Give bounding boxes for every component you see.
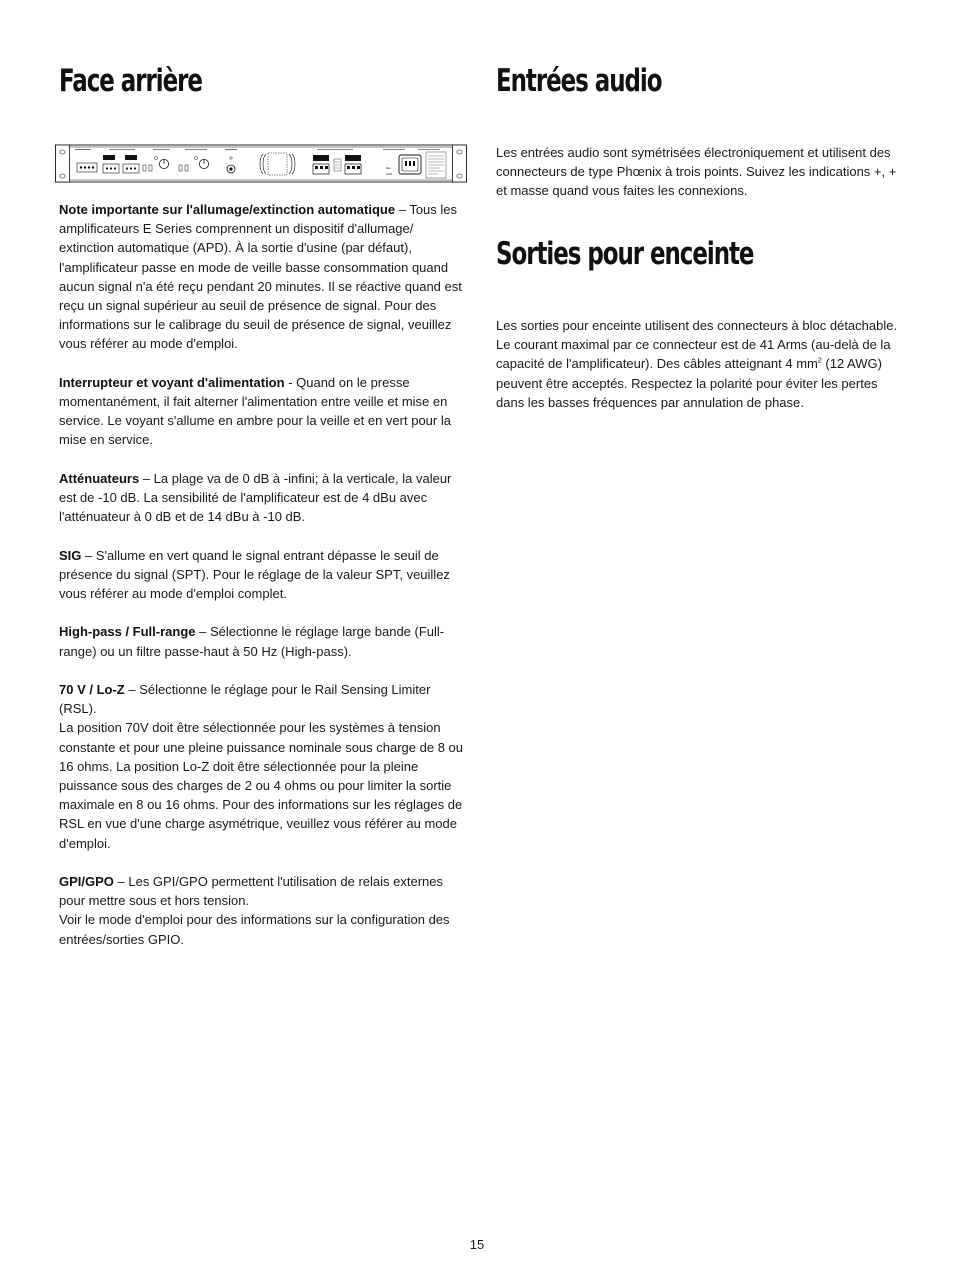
paragraph-label: Note importante sur l'allumage/extinction automatique [59, 202, 396, 217]
audio-inputs-title: Entrées audio [496, 63, 662, 99]
paragraph-label: Atténuateurs [59, 470, 140, 486]
speaker-outputs-text-block [496, 316, 904, 431]
paragraph-label: 70 V / Lo-Z [59, 682, 125, 697]
paragraph-text: – Tous les amplificateurs E Series comprennent un dispositif d'allumage/ extinction automatique (APD). À la sortie d'usine (par défaut), l'amplificateur passe en mode de veille basse consommation quand aucun signal n'a été reçu pendant 20 minutes. Il se réactive quand est reçu un signal supérieur au seuil de présence de signal. Pour des informations sur le calibrage du seuil de présence de signal, veuillez vous référer au mode d'emploi. [59, 202, 462, 352]
svg-text:Rev.: Rev. [386, 167, 392, 170]
paragraph-label: Interrupteur et voyant d'alimentation [59, 374, 285, 390]
page-number: 15 [469, 1237, 485, 1252]
paragraph-label: SIG [59, 547, 82, 563]
speaker-outputs-text-line1: Les sorties pour enceinte utilisent des connecteurs à bloc détachable. [496, 318, 898, 333]
speaker-outputs-text-line2b: (12 AWG) peuvent être acceptés. Respectez la polarité pour éviter les pertes dans les basses fréquences par annulation de phase. [496, 356, 882, 410]
paragraph-text: – S'allume en vert quand le signal entrant dépasse le seuil de présence du signal (SPT). Pour le réglage de la valeur SPT, veuillez vous référer au mode d'emploi complet. [59, 547, 450, 602]
paragraph-label: GPI/GPO [59, 874, 114, 890]
paragraph-70v-loz [59, 680, 464, 853]
svg-text:Volts: Volts [386, 173, 393, 176]
paragraph-sig [59, 546, 464, 604]
speaker-outputs-text [496, 316, 904, 412]
paragraph-apd [59, 200, 464, 354]
audio-inputs-text-block [496, 143, 904, 220]
paragraph-high-pass [59, 622, 464, 660]
paragraph-text: – Sélectionne le réglage pour le Rail Sensing Limiter (RSL). [59, 682, 431, 717]
left-column [59, 200, 464, 968]
audio-inputs-text: Les entrées audio sont symétrisées électroniquement et utilisent des connecteurs de type Phœnix à trois points. Suivez les indications +, + et masse quand vous faites les connexions. [496, 145, 897, 199]
paragraph-text: – Sélectionne le réglage large bande (Full-range) ou un filtre passe-haut à 50 Hz (High-pass). [59, 624, 445, 659]
speaker-outputs-title: Sorties pour enceinte [496, 236, 754, 272]
paragraph-text: – La plage va de 0 dB à -infini; à la verticale, la valeur est de -10 dB. La sensibilité de l'amplificateur est de 4 dBu avec l'atténuateur à 0 dB et de 14 dBu à -10 dB. [59, 470, 452, 525]
paragraph-text-continued: Voir le mode d'emploi pour des informations sur la configuration des entrées/sorties GPIO. [59, 912, 450, 947]
superscript-2: 2 [817, 358, 822, 366]
face-arriere-title: Face arrière [59, 63, 202, 99]
speaker-outputs-text-line2a: Le courant maximal par ce connecteur est de 41 Arms (au-delà de la capacité de l'amplificateur). Des câbles atteignant 4 mm [496, 337, 891, 372]
paragraph-power-switch [59, 373, 464, 450]
paragraph-text: - Quand on le presse momentanément, il fait alterner l'alimentation entre veille et mise en service. Le voyant s'allume en ambre pour la veille et en vert pour la mise en service. [59, 374, 451, 448]
paragraph-text-continued: La position 70V doit être sélectionnée pour les systèmes à tension constante et pour une pleine puissance nominale sous charge de 8 ou 16 ohms. La position Lo-Z doit être sélectionnée pour la pleine puissance sous des charges de 2 ou 4 ohms ou pour limiter la sortie maximale en 8 ou 16 ohms. Pour des informations sur les réglages de RSL en vue d'une charge asymétrique, veuillez vous référer au mode d'emploi. [59, 720, 464, 851]
paragraph-attenuators [59, 469, 464, 527]
rear-panel-illustration [55, 142, 467, 186]
paragraph-text: – Les GPI/GPO permettent l'utilisation de relais externes pour mettre sous et hors tension. [59, 874, 443, 909]
paragraph-label: High-pass / Full-range [59, 624, 196, 640]
paragraph-gpio [59, 872, 464, 949]
